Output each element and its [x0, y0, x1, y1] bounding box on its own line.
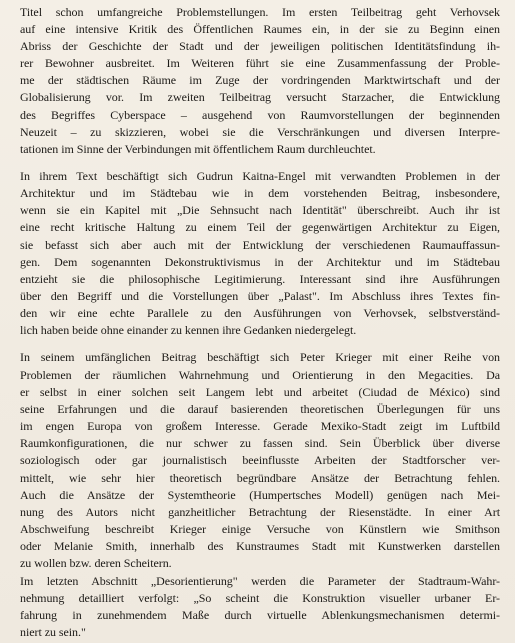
- text-line: sie befasst sich aber auch mit der Entwicklung der verschiedenen Raumauffassun-: [20, 237, 500, 252]
- text-line: tationen im Sinne der Verbindungen mit öffentlichem Raum durchleuchtet.: [20, 141, 376, 156]
- text-line: im engen Europa von großem Interesse. Gerade Mexiko-Stadt zeigt im Luftbild: [20, 419, 500, 434]
- text-line: nehmung detailliert verfolgt: „So scheint die Konstruktion visueller urbaner Er-: [20, 590, 500, 605]
- text-line: er selbst in einer solchen seit Langem lebt und arbeitet (Ciudad de México) sind: [20, 384, 500, 399]
- text-line: des Begriffes Cyberspace – ausgehend von Raumvorstellungen der beginnenden: [20, 107, 500, 122]
- text-line: fahrung in zunehmendem Maße durch virtuelle Ablenkungsmechanismen determi-: [20, 607, 500, 622]
- text-line: Abriss der Geschichte der Stadt und der jeweiligen politischen Identitätsfindung ih-: [20, 38, 500, 53]
- text-line: Abschweifung beschreibt Krieger einige Versuche von Künstlern wie Smithson: [20, 522, 500, 537]
- text-line: Auch die Ansätze der Systemtheorie (Humpertsches Modell) genügen nach Mei-: [20, 487, 500, 502]
- text-line: entzieht sie die philosophische Legitimierung. Interessant sind ihre Ausführungen: [20, 271, 500, 286]
- text-line: Titel schon umfangreiche Problemstellungen. Im ersten Teilbeitrag geht Verhovsek: [20, 4, 500, 19]
- text-line: eine recht kritische Haltung zu einem Teil der gegenwärtigen Architektur zu Eigen,: [20, 220, 500, 235]
- text-line: In seinem umfänglichen Beitrag beschäftigt sich Peter Krieger mit einer Reihe von: [20, 350, 500, 365]
- text-line: Globalisierung vor. Im zweiten Teilbeitrag versucht Starzacher, die Entwicklung: [20, 90, 500, 105]
- text-line: auf eine intensive Kritik des Öffentlichen Raumes ein, in der sie zu Beginn einen: [20, 21, 500, 36]
- text-line: lich haben beide ohne einander zu kennen ihre Gedanken niedergelegt.: [20, 323, 357, 338]
- text-line: Raumkonfigurationen, die nur schwer zu fassen sind. Sein Überblick über diverse: [20, 436, 500, 451]
- text-line: mittelt, wie sehr hier theoretisch begründbare Ansätze der Betrachtung fehlen.: [20, 470, 500, 485]
- text-line: über den Begriff und die Vorstellungen über „Palast". Im Abschluss ihres Textes fin-: [20, 289, 500, 304]
- text-line: me der städtischen Räume im Zuge der vordringenden Marktwirtschaft und der: [20, 73, 500, 88]
- text-line: oder Melanie Smith, innerhalb des Kunstraumes Stadt mit Kunstwerken darstellen: [20, 539, 500, 554]
- text-line: den wir eine echte Parallele zu den Ausführungen von Verhovsek, selbstverständ-: [20, 306, 500, 321]
- text-line: niert zu sein.": [20, 625, 86, 639]
- text-line: zu wollen bzw. deren Scheitern.: [20, 556, 172, 571]
- text-line: wenn sie ein Kapitel mit „Die Sehnsucht nach Identität" überschreibt. Auch ihr ist: [20, 203, 500, 218]
- text-line: In ihrem Text beschäftigt sich Gudrun Kaitna-Engel mit verwandten Problemen in der: [20, 168, 500, 183]
- text-line: gen. Dem sogenannten Dekonstruktivismus in der Architektur und im Städtebau: [20, 254, 500, 269]
- text-line: seine Erfahrungen und die darauf basierenden theoretischen Überlegungen für uns: [20, 401, 500, 416]
- text-line: Problemen der räumlichen Wahrnehmung und Orientierung in den Megacities. Da: [20, 367, 500, 382]
- text-line: rer Bewohner ausbreitet. Im Weiteren führt sie eine Zusammenfassung der Proble-: [20, 56, 500, 71]
- text-line: soziologisch oder gar journalistisch beeinflusste Arbeiten der Stadtforscher ver-: [20, 453, 500, 468]
- text-line: Im letzten Abschnitt „Desorientierung" werden die Parameter der Stadtraum-Wahr-: [20, 573, 500, 588]
- text-line: Neuzeit – zu skizzieren, wobei sie die Verschränkungen und diversen Interpre-: [20, 124, 500, 139]
- text-line: nung des Autors nicht ganzheitlicher Betrachtung der Riesenstädte. In einer Art: [20, 504, 500, 519]
- text-line: Architektur und im Städtebau wie in dem vorstehenden Beitrag, insbesondere,: [20, 186, 500, 201]
